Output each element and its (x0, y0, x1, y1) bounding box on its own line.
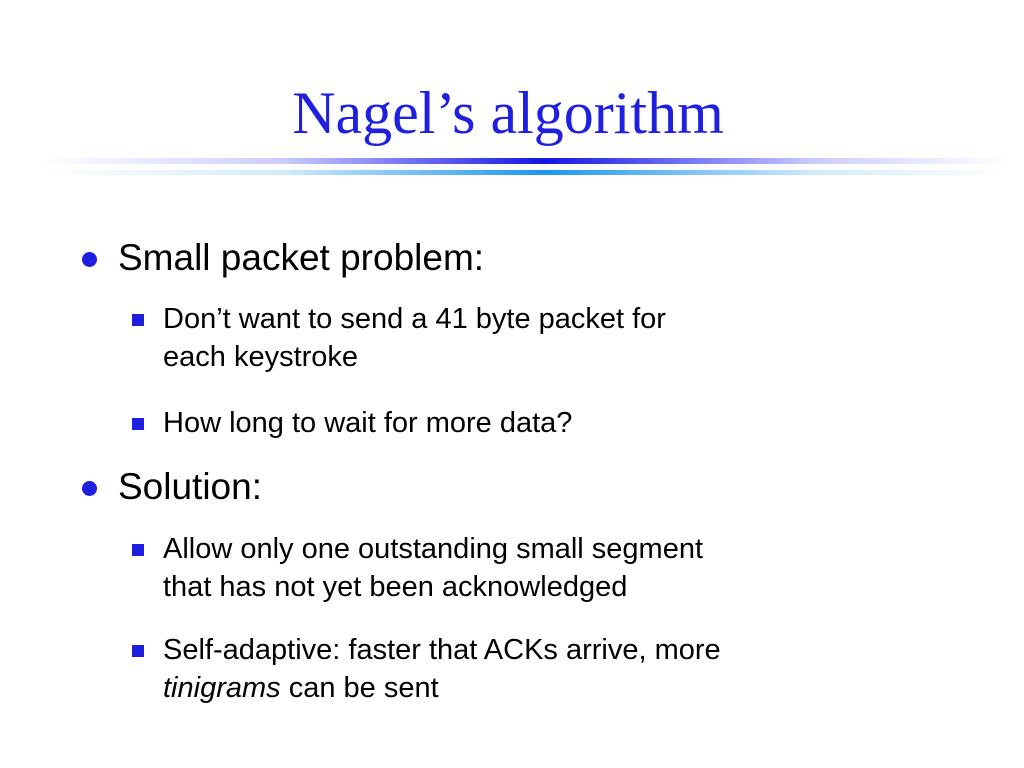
title-underline-dark (40, 158, 1010, 164)
sub-bullet-line: each keystroke (163, 341, 359, 373)
sub-bullet-line (163, 669, 943, 707)
square-bullet-icon (132, 544, 144, 556)
bullet-text: Solution: (118, 466, 262, 507)
bullet-text: Small packet problem: (118, 237, 485, 278)
sub-bullet-text (163, 404, 943, 442)
sub-bullet-line: Don’t want to send a 41 byte packet for (163, 303, 666, 335)
square-bullet-icon (132, 418, 144, 430)
sub-bullet-line-rest: can be sent (280, 672, 439, 704)
sub-bullet-line: Self-adaptive: faster that ACKs arrive, more (163, 634, 721, 666)
circle-bullet-icon (82, 481, 97, 496)
sub-bullet-line: that has not yet been acknowledged (163, 571, 628, 603)
square-bullet-icon (132, 314, 144, 326)
slide-title: Nagel’s algorithm (292, 80, 724, 146)
sub-bullet-text (163, 300, 943, 376)
square-bullet-icon (132, 645, 144, 657)
circle-bullet-icon (82, 252, 97, 267)
sub-bullet-text (163, 530, 943, 606)
sub-bullet-line: Allow only one outstanding small segment (163, 533, 704, 565)
emphasized-term: tinigrams (163, 672, 281, 704)
title-underline-light (40, 170, 1010, 175)
sub-bullet-text (163, 631, 943, 707)
sub-bullet-line: How long to wait for more data? (163, 407, 573, 439)
